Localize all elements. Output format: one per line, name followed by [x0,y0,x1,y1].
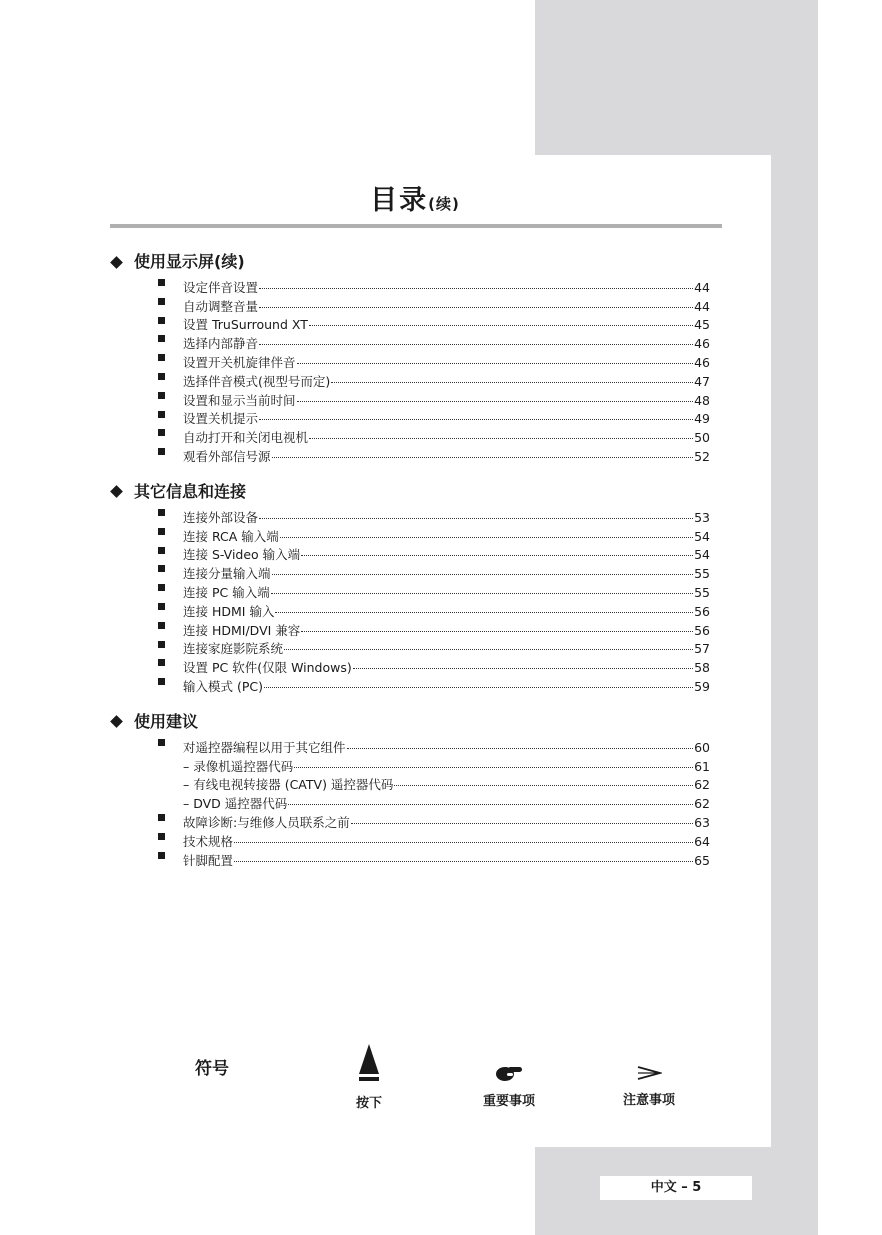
entry-label: 连接 RCA 输入端 [183,528,279,544]
entry-page-number: 62 [694,777,710,793]
symbol-note-caption: 注意事项 [622,1093,675,1108]
entry-page-number: 47 [694,373,710,389]
symbols-label: 符号 [195,1059,229,1079]
square-bullet-icon [158,603,165,610]
entry-label: 故障诊断:与维修人员联系之前 [183,814,350,830]
bullet-column [110,442,183,461]
bullet-column [110,672,183,691]
dot-leader [301,555,693,556]
bullet-column [110,733,183,752]
bullet-column [110,846,183,865]
diamond-bullet-icon [110,256,123,269]
square-bullet-icon [158,448,165,455]
entry-label: 连接外部设备 [183,509,259,525]
entry-label: 设置 PC 软件(仅限 Windows) [183,660,352,676]
dot-leader [275,612,693,613]
section-title-text: 使用建议 [134,711,199,731]
dot-leader [271,593,693,594]
entry-label: 对遥控器编程以用于其它组件 [183,739,346,755]
bullet-column [110,616,183,635]
diamond-bullet-icon [110,716,123,729]
toc-entry[interactable] [110,273,710,295]
square-bullet-icon [158,622,165,629]
dot-leader [259,518,693,519]
entry-label: 设置 TruSurround XT [183,317,308,333]
symbol-press-caption: 按下 [355,1096,382,1111]
entry-page-number: 46 [694,354,710,370]
bullet-column [110,653,183,672]
dot-leader [347,748,694,749]
entry-page-number: 65 [694,852,710,868]
bullet-column [110,541,183,560]
square-bullet-icon [158,528,165,535]
dot-leader [259,344,693,345]
entry-label: 设置关机提示 [183,411,259,427]
entry-page-number: 52 [694,448,710,464]
entry-label: 选择伴音模式(视型号而定) [183,373,331,389]
page-title [0,178,830,217]
entry-page-number: 50 [694,430,710,446]
bullet-column [110,789,183,808]
entry-page-number: 58 [694,660,710,676]
symbol-note [617,1065,681,1108]
entry-page-number: 54 [694,528,710,544]
bullet-column [110,827,183,846]
bullet-column [110,423,183,442]
dot-leader [272,457,694,458]
entry-page-number: 48 [694,392,710,408]
entry-label: 自动打开和关闭电视机 [183,430,309,446]
title-divider [110,224,722,228]
entry-label: 针脚配置 [183,852,234,868]
dot-leader [353,668,693,669]
square-bullet-icon [158,335,165,342]
dot-leader [272,574,694,575]
bullet-column [110,386,183,405]
dot-leader [259,288,693,289]
bullet-column [110,771,183,790]
square-bullet-icon [158,411,165,418]
entry-page-number: 44 [694,298,710,314]
section-title [110,251,710,273]
symbol-important-caption: 重要事项 [482,1094,535,1109]
note-arrow-icon [636,1065,662,1081]
dot-leader [288,804,693,805]
entry-page-number: 55 [694,566,710,582]
corner-gray-band-top [535,0,818,155]
entry-label: 连接分量输入端 [183,566,271,582]
entry-page-number: 63 [694,814,710,830]
square-bullet-icon [158,317,165,324]
dot-leader [331,382,693,383]
entry-label: 输入模式 (PC) [183,678,263,694]
square-bullet-icon [158,659,165,666]
press-arrow-icon [358,1044,380,1084]
bullet-column [110,292,183,311]
entry-page-number: 44 [694,279,710,295]
toc-section [110,711,710,868]
entry-label: – 录像机遥控器代码 [183,758,294,774]
square-bullet-icon [158,373,165,380]
entry-page-number: 59 [694,678,710,694]
square-bullet-icon [158,429,165,436]
section-title-text: 其它信息和连接 [134,481,247,501]
toc-section [110,251,710,464]
page-number: 中文 – 5 [600,1176,752,1200]
entry-page-number: 64 [694,833,710,849]
square-bullet-icon [158,279,165,286]
entry-label: 连接 HDMI 输入 [183,603,275,619]
square-bullet-icon [158,392,165,399]
entry-label: 观看外部信号源 [183,448,271,464]
title-sub: (续) [428,195,460,213]
square-bullet-icon [158,298,165,305]
dot-leader [297,401,694,402]
entry-page-number: 46 [694,336,710,352]
entry-label: 选择内部静音 [183,336,259,352]
entry-label: 技术规格 [183,833,234,849]
entry-page-number: 49 [694,411,710,427]
dot-leader [309,325,693,326]
bullet-column [110,273,183,292]
dot-leader [259,419,693,420]
bullet-column [110,597,183,616]
bullet-column [110,635,183,654]
side-gray-band [771,155,818,1147]
square-bullet-icon [158,814,165,821]
dot-leader [280,537,693,538]
entry-page-number: 54 [694,547,710,563]
bullet-column [110,578,183,597]
bullet-column [110,311,183,330]
bullet-column [110,367,183,386]
entry-label: 连接家庭影院系统 [183,641,284,657]
entry-label: 设置和显示当前时间 [183,392,296,408]
symbol-important [477,1062,541,1109]
dot-leader [309,438,693,439]
bullet-column [110,752,183,771]
dot-leader [259,307,693,308]
bullet-column [110,329,183,348]
entry-label: 连接 PC 输入端 [183,584,270,600]
dot-leader [294,767,693,768]
dot-leader [394,785,693,786]
toc-entry[interactable] [110,503,710,525]
square-bullet-icon [158,509,165,516]
entry-page-number: 53 [694,509,710,525]
dot-leader [234,861,693,862]
square-bullet-icon [158,565,165,572]
square-bullet-icon [158,584,165,591]
entry-label: 自动调整音量 [183,298,259,314]
square-bullet-icon [158,833,165,840]
dot-leader [284,649,693,650]
section-title [110,481,710,503]
toc-entry[interactable] [110,733,710,755]
entry-label: 设置开关机旋律伴音 [183,354,296,370]
entry-label: – DVD 遥控器代码 [183,796,288,812]
toc-section [110,481,710,694]
square-bullet-icon [158,641,165,648]
bullet-column [110,348,183,367]
entry-page-number: 62 [694,796,710,812]
entry-label: 连接 S-Video 输入端 [183,547,301,563]
square-bullet-icon [158,852,165,859]
dot-leader [234,842,693,843]
table-of-contents [110,251,710,885]
section-title-text: 使用显示屏(续) [134,252,245,271]
dot-leader [264,687,693,688]
entry-page-number: 61 [694,758,710,774]
section-title [110,711,710,733]
entry-label: 设定伴音设置 [183,279,259,295]
entry-page-number: 56 [694,603,710,619]
diamond-bullet-icon [110,486,123,499]
dot-leader [297,363,694,364]
bullet-column [110,559,183,578]
symbol-press [349,1044,389,1111]
bullet-column [110,522,183,541]
bullet-column [110,503,183,522]
bullet-column [110,808,183,827]
entry-page-number: 56 [694,622,710,638]
square-bullet-icon [158,354,165,361]
entry-page-number: 55 [694,584,710,600]
square-bullet-icon [158,739,165,746]
bullet-column [110,405,183,424]
entry-page-number: 57 [694,641,710,657]
entry-label: 连接 HDMI/DVI 兼容 [183,622,301,638]
dot-leader [351,823,693,824]
entry-page-number: 60 [694,739,710,755]
entry-label: – 有线电视转接器 (CATV) 遥控器代码 [183,777,394,793]
square-bullet-icon [158,678,165,685]
entry-page-number: 45 [694,317,710,333]
title-text: 目录 [370,185,429,216]
square-bullet-icon [158,547,165,554]
pointing-hand-icon [494,1062,524,1082]
dot-leader [301,631,693,632]
